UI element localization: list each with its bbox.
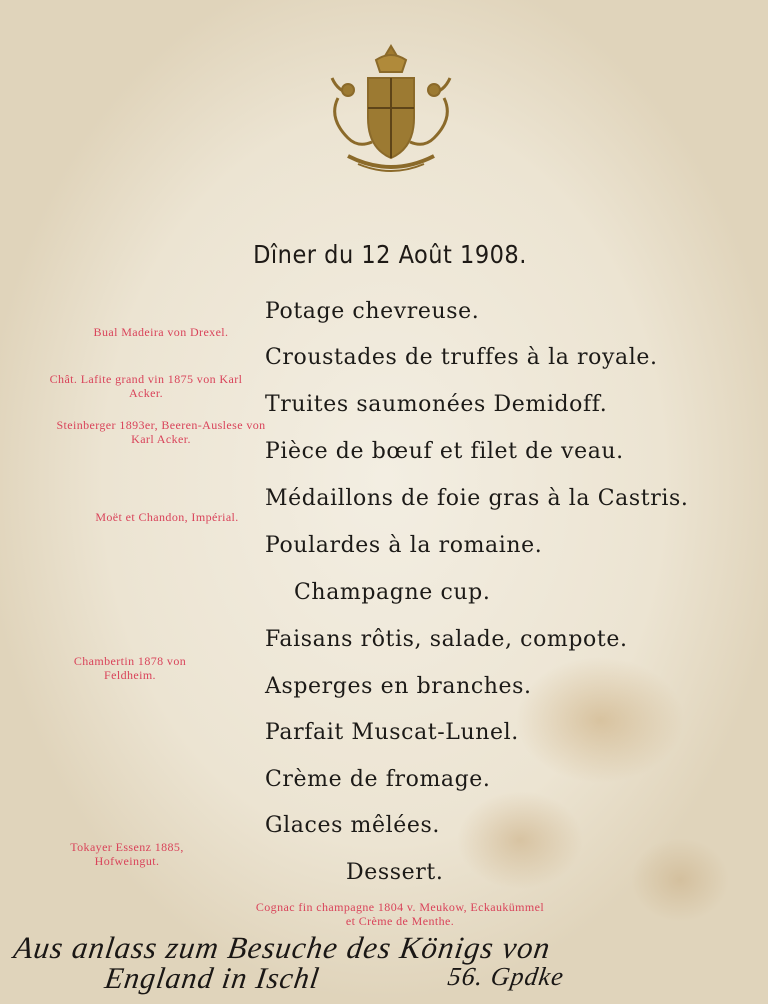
course-item: Parfait Muscat-Lunel.: [265, 720, 519, 745]
course-item: Truites saumonées Demidoff.: [265, 392, 608, 417]
handwritten-signature: 56. Gpdke: [446, 962, 566, 991]
handwritten-note-line2: England in Ischl: [102, 962, 322, 995]
course-item: Pièce de bœuf et filet de veau.: [265, 439, 624, 464]
course-item: Dessert.: [346, 860, 444, 885]
wine-pairing: Chât. Lafite grand vin 1875 von Karl Acker.: [49, 372, 243, 400]
handwritten-note-line1: Aus anlass zum Besuche des Königs von: [11, 930, 553, 965]
wine-pairing: Moët et Chandon, Impérial.: [95, 510, 239, 524]
course-item: Faisans rôtis, salade, compote.: [265, 627, 628, 652]
digestif-pairing: Cognac fin champagne 1804 v. Meukow, Eckaukümmel et Crème de Menthe.: [255, 900, 545, 928]
course-item: Glaces mêlées.: [265, 813, 440, 838]
wine-pairing: Chambertin 1878 von Feldheim.: [73, 654, 187, 682]
wine-pairing: Tokayer Essenz 1885, Hofweingut.: [70, 840, 184, 868]
wine-pairing: Steinberger 1893er, Beeren-Auslese von Karl Acker.: [56, 418, 266, 446]
course-item: Potage chevreuse.: [265, 299, 480, 324]
menu-title: Dîner du 12 Août 1908.: [253, 240, 527, 269]
course-item: Poulardes à la romaine.: [265, 533, 543, 558]
course-item: Croustades de truffes à la royale.: [265, 345, 658, 370]
coat-of-arms-icon: [318, 38, 464, 184]
wine-pairing: Bual Madeira von Drexel.: [93, 325, 229, 339]
course-item: Crème de fromage.: [265, 767, 491, 792]
course-item: Médaillons de foie gras à la Castris.: [265, 486, 689, 511]
course-item: Asperges en branches.: [265, 674, 532, 699]
course-item: Champagne cup.: [294, 580, 491, 605]
